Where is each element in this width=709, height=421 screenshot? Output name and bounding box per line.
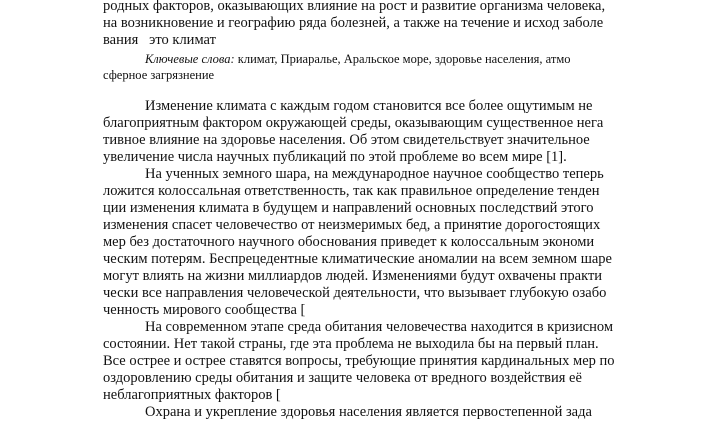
keywords-label: Ключевые слова: — [145, 52, 235, 66]
keywords-line: сферное загрязнение — [103, 68, 215, 82]
body-line: ложится колоссальная ответственность, так как правильное определение тенден — [103, 183, 600, 199]
abstract-line: родных факторов, оказывающих влияние на рост и развитие организма человека, — [103, 0, 606, 14]
abstract-line: на возникновение и географию ряда болезней, а также на течение и исход заболе — [103, 15, 604, 31]
keywords-text: климат, Приаралье, Аральское море, здоровье населения, атмо — [234, 52, 571, 66]
body-line: На ученных земного шара, на международное научное сообщество теперь — [145, 166, 604, 182]
body-line: Изменение климата с каждым годом становится все более ощутимым не — [145, 98, 593, 114]
keywords-line — [145, 51, 571, 68]
body-line: неблагоприятных факторов [ — [103, 387, 281, 403]
body-line: ческим потерям. Беспрецедентные климатические аномалии на всем земном шаре — [103, 251, 612, 267]
body-line: На современном этапе среда обитания человечества находится в кризисном — [145, 319, 614, 335]
body-line: изменения спасет человечество от неизмеримых бед, а принятие дорогостоящих — [103, 217, 601, 233]
body-line: чески все направления человеческой деятельности, что вызывает глубокую озабо — [103, 285, 607, 301]
body-line: ченность мирового сообщества [ — [103, 302, 306, 318]
body-line: мер без достаточного научного обоснования приведет к колоссальным экономи — [103, 234, 595, 250]
abstract-line: вания это климат — [103, 32, 216, 48]
body-line: ции изменения климата в будущем и направлений основных последствий этого — [103, 200, 594, 216]
body-line: благоприятным фактором окружающей среды, оказывающим существенное нега — [103, 115, 604, 131]
body-line: Все острее и острее ставятся вопросы, требующие принятия кардинальных мер по — [103, 353, 615, 369]
body-line: состоянии. Нет такой страны, где эта проблема не выходила бы на первый план. — [103, 336, 599, 352]
body-line: оздоровлению среды обитания и защите человека от вредного воздействия её — [103, 370, 582, 386]
body-line: увеличение числа научных публикаций по этой проблеме во всем мире [1]. — [103, 149, 567, 165]
body-line: тивное влияние на здоровье населения. Об этом свидетельствует значительное — [103, 132, 590, 148]
body-line: могут влиять на жизни миллиардов людей. Изменениями будут охвачены практи — [103, 268, 603, 284]
body-line-cut: Охрана и укрепление здоровья населения является первостепенной зада — [145, 404, 592, 420]
